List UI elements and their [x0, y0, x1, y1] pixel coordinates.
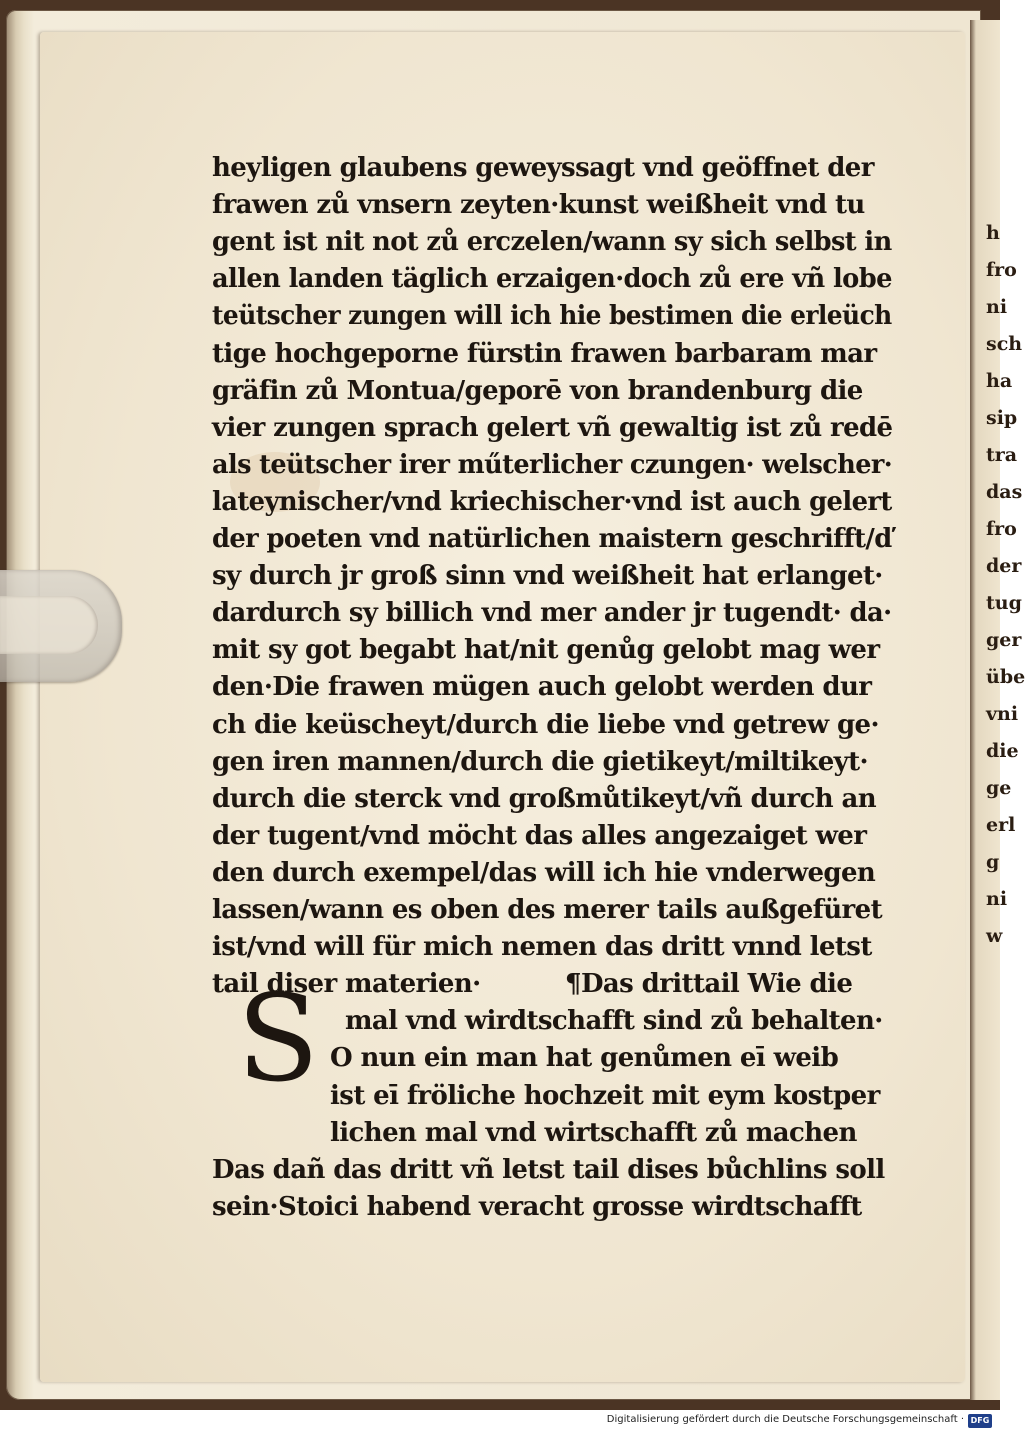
text-line: sein·Stoici habend veracht grosse wirdtschafft [212, 1191, 862, 1222]
text-line: heyligen glaubens geweyssagt vnd geöffnet der [212, 153, 874, 183]
text-line: lichen mal vnd wirtschafft zů machen [330, 1117, 857, 1148]
text-line: den·Die frawen mügen auch gelobt werden dur [212, 672, 872, 703]
text-line: tige hochgeporne fürstin frawen barbaram mar [212, 338, 877, 369]
facing-page-fragment: ha [986, 370, 1013, 392]
text-line: mit sy got begabt hat/nit genůg gelobt mag wer [212, 635, 880, 666]
funding-credit: Digitalisierung gefördert durch die Deutsche Forschungsgemeinschaft · [606, 1414, 964, 1425]
facing-page-fragment: vni [986, 703, 1019, 725]
facing-page-fragment: ni [986, 296, 1008, 318]
text-line: der tugent/vnd möcht das alles angezaiget wer [212, 820, 867, 851]
text-line: gen iren mannen/durch die gietikeyt/miltikeyt· [212, 746, 869, 777]
text-line: tail diser materien· [212, 969, 481, 1000]
facing-page-fragment: erl [986, 814, 1016, 836]
text-line: Das dañ das dritt vñ letst tail dises bůchlins soll [212, 1154, 885, 1185]
section-heading: ¶Das drittail Wie die [565, 969, 853, 1000]
facing-page-fragment: ger [986, 629, 1022, 651]
text-line: lateynischer/vnd kriechischer·vnd ist auch gelert [212, 486, 892, 517]
text-line: vier zungen sprach gelert vñ gewaltig ist zů redē [212, 412, 893, 443]
facing-page-fragment: ni [986, 888, 1008, 910]
facing-page-fragment: w [986, 925, 1003, 947]
facing-page-fragment: g [986, 851, 1000, 873]
text-line: sy durch jr groß sinn vnd weißheit hat erlanget· [212, 561, 883, 592]
text-line: ist/vnd will für mich nemen das dritt vnnd letst [212, 932, 872, 963]
text-line: gent ist nit not zů erczelen/wann sy sich selbst in [212, 227, 892, 258]
text-line: ch die keüscheyt/durch die liebe vnd getrew ge· [212, 709, 879, 740]
facing-page-fragment: ge [986, 777, 1012, 799]
text-line: als teütscher irer műterlicher czungen· welscher· [212, 449, 893, 480]
section-heading-continued: mal vnd wirdtschafft sind zů behalten· [345, 1006, 883, 1037]
text-line: lassen/wann es oben des merer tails außgefüret [212, 895, 882, 925]
facing-page-fragment: h [986, 222, 1000, 244]
facing-page-fragment: die [986, 740, 1019, 762]
text-line: ist eī fröliche hochzeit mit eym kostper [330, 1080, 880, 1111]
facing-page-fragment: fro [986, 518, 1017, 540]
dfg-logo-icon: DFG [968, 1414, 992, 1428]
facing-page-fragment: das [986, 481, 1023, 503]
facing-page-fragment: übe [986, 666, 1025, 688]
drop-capital: S [236, 970, 320, 1109]
text-line: durch die sterck vnd großmůtikeyt/vñ durch an [212, 783, 877, 814]
text-line: der poeten vnd natürlichen maistern geschrifft/ď [212, 524, 892, 554]
text-line: O nun ein man hat genůmen eī weib [330, 1043, 839, 1074]
text-line: dardurch sy billich vnd mer ander jr tugendt· da· [212, 598, 892, 629]
facing-page-fragment: der [986, 555, 1022, 577]
facing-page-fragment: tra [986, 444, 1018, 466]
text-line: den durch exempel/das will ich hie vnderwegen [212, 857, 876, 888]
facing-page-fragment: sch [986, 333, 1023, 355]
text-line: teütscher zungen will ich hie bestimen die erleüch [212, 301, 892, 332]
text-line: allen landen täglich erzaigen·doch zů ere vñ lobe [212, 264, 892, 295]
facing-page-fragment: fro [986, 259, 1017, 281]
text-line: frawen zů vnsern zeyten·kunst weißheit vnd tu [212, 190, 865, 221]
facing-page-fragment: tug [986, 592, 1022, 614]
text-line: gräfin zů Montua/geporē von brandenburg die [212, 375, 863, 406]
facing-page-fragment: sip [986, 407, 1018, 429]
